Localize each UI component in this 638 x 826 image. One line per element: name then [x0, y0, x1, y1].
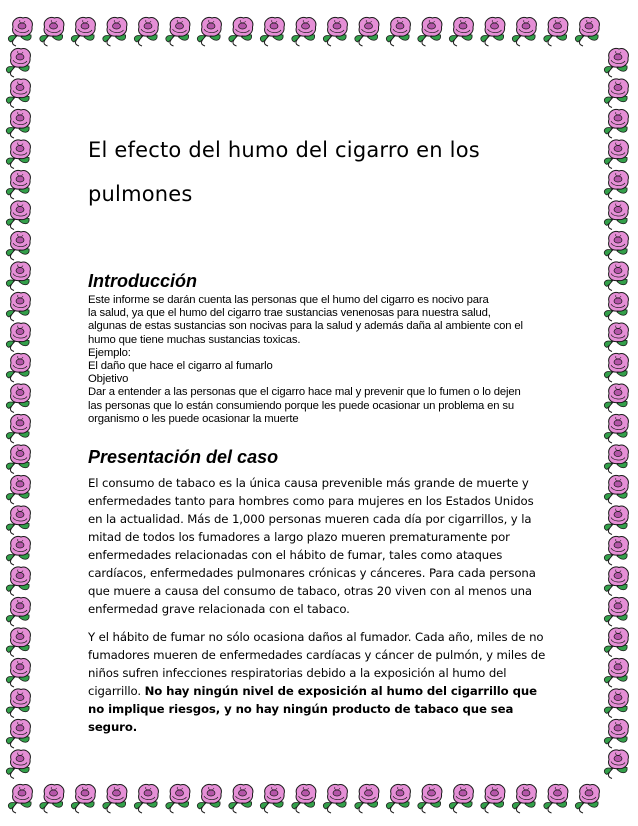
rose-icon [6, 719, 30, 748]
rose-icon [166, 784, 190, 813]
rose-icon [292, 784, 316, 813]
rose-icon [604, 170, 628, 199]
rose-icon [355, 784, 379, 813]
rose-icon [604, 353, 628, 382]
rose-icon [449, 784, 473, 813]
title-line-2: pulmones [88, 182, 193, 206]
rose-icon [292, 17, 316, 46]
intro-line: Ejemplo: [88, 346, 131, 359]
rose-icon [604, 109, 628, 138]
title-line-1: El efecto del humo del cigarro en los [88, 138, 480, 162]
rose-icon [6, 536, 30, 565]
case-paragraph-2 [88, 628, 550, 736]
intro-line: las personas que lo están consumiendo porque les puede ocasionar un problema en su [88, 399, 515, 412]
rose-icon [604, 292, 628, 321]
rose-icon [71, 784, 95, 813]
case-heading: Presentación del caso [88, 447, 279, 468]
rose-icon [6, 414, 30, 443]
rose-icon [323, 17, 347, 46]
rose-icon [575, 17, 599, 46]
rose-icon [6, 79, 30, 108]
rose-icon [103, 17, 127, 46]
rose-icon [6, 140, 30, 169]
rose-icon [604, 231, 628, 260]
rose-icon [197, 784, 221, 813]
case-paragraph-2-text: Y el hábito de fumar no sólo ocasiona daños al fumador. Cada año, miles de no fumadores mueren de enfermedades cardíacas y cáncer de pulmón, y miles de niños sufren infecciones respiratorias debido a la exposición al humo del cigarrillo. [88, 630, 546, 699]
rose-icon [71, 17, 95, 46]
intro-line: El daño que hace el cigarro al fumarlo [88, 360, 273, 373]
rose-icon [40, 784, 64, 813]
case-paragraph-2-emphasis: No hay ningún nivel de exposición al humo del cigarrillo que no implique riesgos, y no hay ningún producto de tabaco que sea seguro. [88, 684, 537, 735]
document-body [88, 128, 550, 736]
intro-line: algunas de estas sustancias son nocivas para la salud y además daña al ambiente con el [88, 320, 523, 333]
rose-icon [6, 231, 30, 260]
rose-icon [604, 262, 628, 291]
rose-icon [6, 323, 30, 352]
intro-line: organismo o les puede ocasionar la muerte [88, 412, 299, 425]
rose-icon [544, 784, 568, 813]
rose-icon [6, 750, 30, 779]
rose-icon [604, 140, 628, 169]
rose-icon [604, 719, 628, 748]
rose-icon [449, 17, 473, 46]
rose-icon [6, 658, 30, 687]
rose-icon [604, 384, 628, 413]
case-paragraph-1: El consumo de tabaco es la única causa prevenible más grande de muerte y enfermedades tanto para hombres como para mujeres en los Estados Unidos en la actualidad. Más de 1,000 personas mueren cada día por cigarrillos, y la mitad de todos los fumadores a largo plazo mueren prematuramente por enfermedades relacionadas con el hábito de fumar, tales como ataques cardíacos, enfermedades pulmonares crónicas y cánceres. Para cada persona que muere a causa del consumo de tabaco, otras 20 viven con al menos una enfermedad grave relacionada con el tabaco. [88, 476, 536, 617]
rose-icon [229, 17, 253, 46]
rose-icon [604, 506, 628, 535]
intro-line: Dar a entender a las personas que el cigarro hace mal y prevenir que lo fumen o lo dejen [88, 386, 521, 399]
rose-icon [260, 17, 284, 46]
rose-icon [575, 784, 599, 813]
rose-icon [604, 567, 628, 596]
rose-icon [8, 17, 32, 46]
rose-icon [6, 475, 30, 504]
rose-icon [229, 784, 253, 813]
rose-icon [6, 445, 30, 474]
rose-icon [8, 784, 32, 813]
rose-icon [260, 784, 284, 813]
rose-icon [481, 784, 505, 813]
document-title [88, 128, 550, 216]
rose-icon [134, 17, 158, 46]
rose-icon [512, 17, 536, 46]
intro-line: la salud, ya que el humo del cigarro trae sustancias venenosas para nuestra salud, [88, 307, 491, 320]
rose-icon [604, 658, 628, 687]
rose-icon [386, 17, 410, 46]
rose-icon [355, 17, 379, 46]
rose-icon [6, 689, 30, 718]
rose-icon [6, 48, 30, 77]
rose-icon [604, 750, 628, 779]
rose-icon [6, 109, 30, 138]
intro-line: Objetivo [88, 373, 129, 386]
rose-icon [481, 17, 505, 46]
rose-icon [604, 79, 628, 108]
rose-icon [604, 628, 628, 657]
rose-icon [604, 445, 628, 474]
rose-icon [6, 384, 30, 413]
rose-icon [103, 784, 127, 813]
rose-icon [512, 784, 536, 813]
rose-icon [418, 784, 442, 813]
intro-line: Este informe se darán cuenta las personas que el humo del cigarro es nocivo para [88, 294, 489, 306]
rose-icon [544, 17, 568, 46]
rose-icon [40, 17, 64, 46]
rose-icon [604, 201, 628, 230]
rose-icon [604, 689, 628, 718]
rose-icon [604, 597, 628, 626]
rose-icon [197, 17, 221, 46]
rose-icon [604, 536, 628, 565]
rose-icon [134, 784, 158, 813]
rose-icon [6, 170, 30, 199]
rose-icon [386, 784, 410, 813]
rose-icon [6, 628, 30, 657]
rose-icon [418, 17, 442, 46]
rose-icon [6, 597, 30, 626]
rose-icon [604, 475, 628, 504]
rose-icon [6, 353, 30, 382]
intro-line: humo que tiene muchas sustancias toxicas. [88, 333, 301, 346]
rose-icon [6, 292, 30, 321]
rose-icon [323, 784, 347, 813]
rose-icon [6, 262, 30, 291]
rose-icon [604, 414, 628, 443]
rose-icon [6, 201, 30, 230]
rose-icon [604, 323, 628, 352]
rose-icon [6, 567, 30, 596]
intro-text [88, 294, 550, 426]
intro-heading: Introducción [88, 271, 197, 291]
rose-icon [604, 48, 628, 77]
rose-icon [6, 506, 30, 535]
rose-icon [166, 17, 190, 46]
